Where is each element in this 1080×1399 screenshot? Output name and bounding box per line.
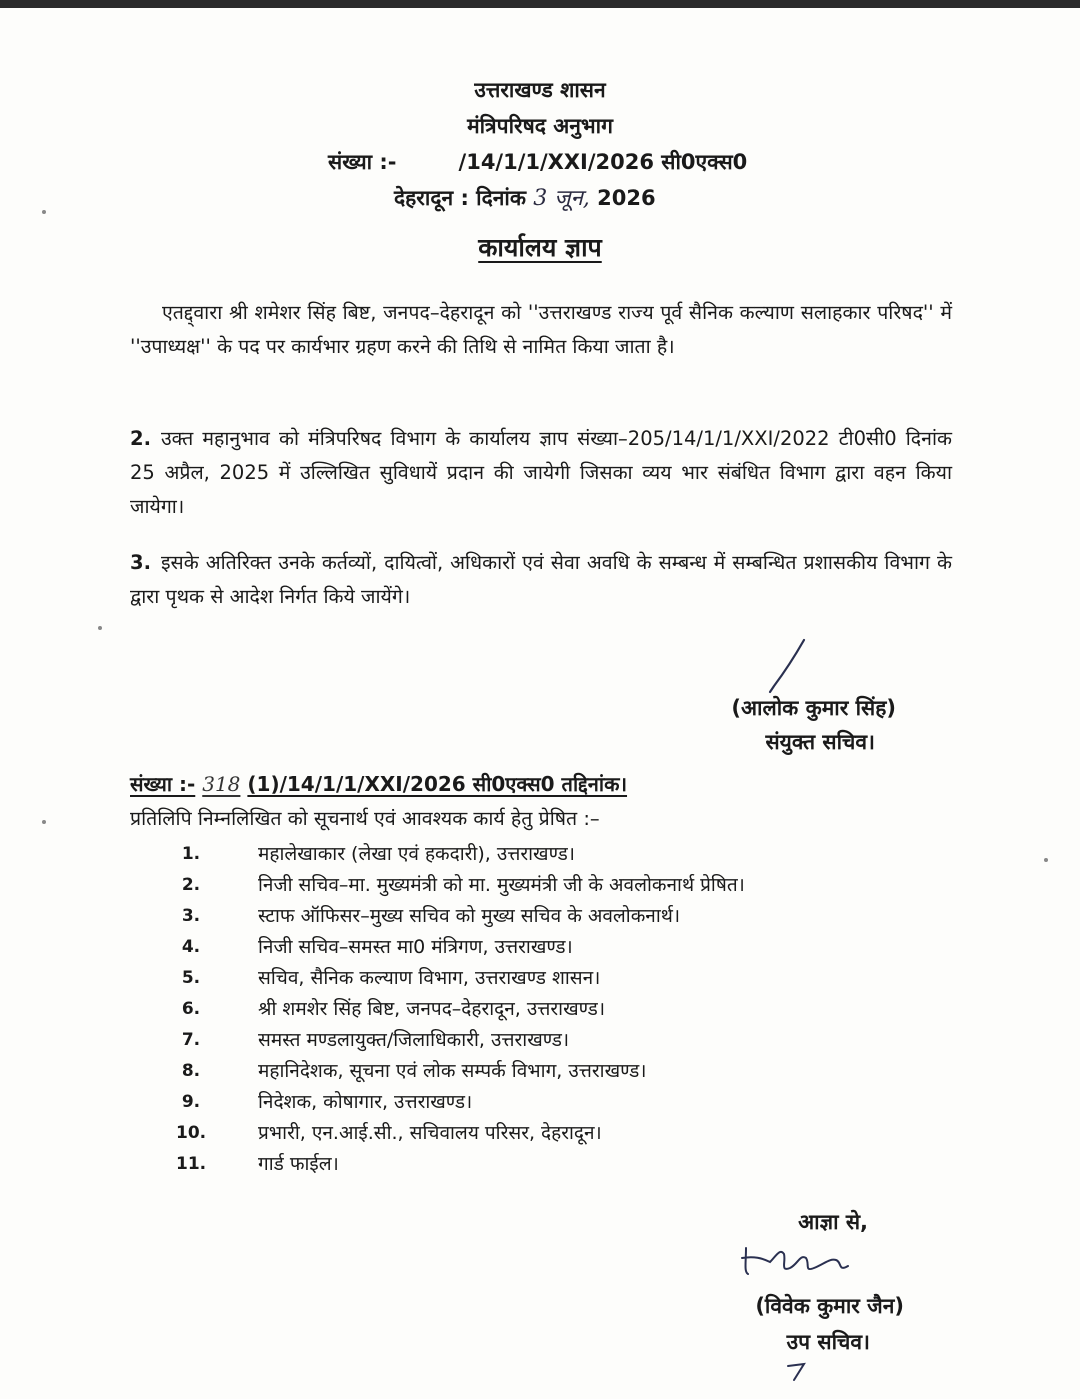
list-item-text: समस्त मण्डलायुक्त/जिलाधिकारी, उत्तराखण्ड। [258,1029,570,1051]
list-item-number: 5. [181,968,201,988]
by-order-text: आज्ञा से, [798,1210,868,1234]
list-item-number: 6. [181,999,201,1019]
paragraph-3 [130,546,952,614]
paragraph-3-number: 3. [130,551,151,574]
list-item-number: 11. [176,1154,207,1174]
scan-speck [42,820,46,824]
paragraph-2 [130,422,952,524]
copy-reference-row [130,770,627,797]
list-item-text: निजी सचिव–मा. मुख्यमंत्री को मा. मुख्यमंत्री जी के अवलोकनार्थ प्रेषित। [258,874,745,896]
copy-intro: प्रतिलिपि निम्नलिखित को सूचनार्थ एवं आवश्यक कार्य हेतु प्रेषित :– [130,807,600,830]
reference-label: संख्या :- [328,150,397,174]
list-item-number: 9. [181,1092,201,1112]
paragraph-2-text: उक्त महानुभाव को मंत्रिपरिषद विभाग के कार्यालय ज्ञाप संख्या–205/14/1/1/XXI/2022 टी0सी0 दिनांक 25 अप्रैल, 2025 में उल्लिखित सुविधायें प्रदान की जायेगी जिसका व्यय भार संबंधित विभाग द्वारा वहन किया जायेगा। [130,427,952,518]
signatory-1-designation: संयुक्त सचिव। [765,730,875,754]
list-item-number: 3. [181,906,201,926]
scan-speck [1044,858,1048,862]
list-item-text: गार्ड फाईल। [258,1153,339,1175]
copy-reference-number: (1)/14/1/1/XXI/2026 सी0एक्स0 तद्दिनांक। [247,772,628,796]
date-handwritten: 3 जून, [533,186,590,211]
date-row [394,182,656,212]
list-item-text: निजी सचिव–समस्त मा0 मंत्रिगण, उत्तराखण्ड। [258,936,573,958]
list-item-text: निदेशक, कोषागार, उत्तराखण्ड। [258,1091,473,1113]
signature-2-mark [740,1228,870,1288]
list-item-number: 7. [181,1030,201,1050]
list-item-number: 10. [176,1123,207,1143]
reference-number: /14/1/1/XXI/2026 सी0एक्स0 [458,150,748,174]
list-item-number: 2. [181,875,201,895]
paragraph-2-number: 2. [130,427,151,450]
list-item-text: स्टाफ ऑफिसर–मुख्य सचिव को मुख्य सचिव के अवलोकनार्थ। [258,905,681,927]
scan-speck [98,626,102,630]
list-item-text: महानिदेशक, सूचना एवं लोक सम्पर्क विभाग, उत्तराखण्ड। [258,1060,647,1082]
signatory-2-name: (विवेक कुमार जैन) [755,1294,904,1318]
document-title [0,230,1080,264]
document-title-text: कार्यालय ज्ञाप [478,233,602,262]
date-label: देहरादून : दिनांक [394,186,526,210]
paragraph-1-text: एतद्द्वारा श्री शमेशर सिंह बिष्ट, जनपद–देहरादून को ''उत्तराखण्ड राज्य पूर्व सैनिक कल्याण सलाहकार परिषद'' में ''उपाध्यक्ष'' के पद पर कार्यभार ग्रहण करने की तिथि से नामित किया जाता है। [130,301,952,358]
copy-reference-label: संख्या :- [130,772,196,796]
signatory-1-name: (आलोक कुमार सिंह) [731,696,896,720]
signature-1-mark [760,636,820,696]
list-item-text: श्री शमशेर सिंह बिष्ट, जनपद–देहरादून, उत्तराखण्ड। [258,998,606,1020]
list-item-number: 8. [181,1061,201,1081]
scan-top-edge [0,0,1080,8]
paragraph-1 [130,296,952,364]
scan-speck [42,210,46,214]
list-item-number: 4. [181,937,201,957]
copy-reference-handwritten: 318 [202,772,241,796]
initial-mark [782,1360,812,1384]
reference-number-row [328,148,747,176]
date-year: 2026 [597,186,656,210]
section-name: मंत्रिपरिषद अनुभाग [467,114,613,138]
paragraph-3-text: इसके अतिरिक्त उनके कर्तव्यों, दायित्वों, अधिकारों एवं सेवा अवधि के सम्बन्ध में सम्बन्धित प्रशासकीय विभाग के द्वारा पृथक से आदेश निर्गत किये जायेंगे। [130,551,952,608]
government-name: उत्तराखण्ड शासन [474,78,606,102]
signatory-2-designation: उप सचिव। [786,1330,870,1354]
list-item-text: महालेखाकार (लेखा एवं हकदारी), उत्तराखण्ड। [258,843,575,865]
list-item-text: प्रभारी, एन.आई.सी., सचिवालय परिसर, देहरादून। [258,1122,602,1144]
list-item-number: 1. [181,844,201,864]
list-item-text: सचिव, सैनिक कल्याण विभाग, उत्तराखण्ड शासन। [258,967,601,989]
